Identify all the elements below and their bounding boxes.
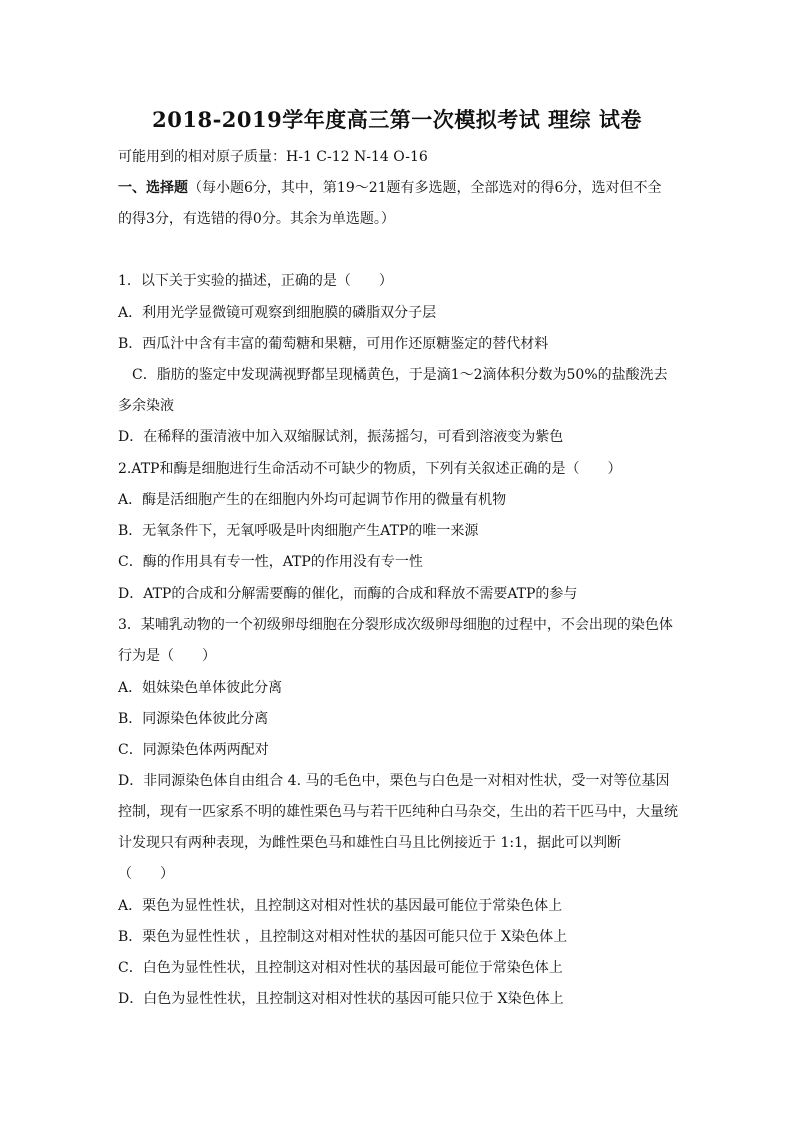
section-instructions-1: （每小题6分，其中，第19～21题有多选题，全部选对的得6分，选对但不全 (188, 180, 662, 196)
question-3-stem: 3．某哺乳动物的一个初级卵母细胞在分裂形成次级卵母细胞的过程中，不会出现的染色体 (118, 617, 673, 633)
question-1-option-c-cont: 多余染液 (118, 398, 174, 414)
question-4-option-b: B．栗色为显性性状 ，且控制这对相对性状的基因可能只位于 X染色体上 (118, 929, 568, 945)
question-3-option-a: A．姐妹染色单体彼此分离 (118, 680, 283, 696)
section-heading: 一、选择题 (118, 180, 188, 196)
section-header (118, 177, 661, 197)
question-4-option-a: A．栗色为显性性状，且控制这对相对性状的基因最可能位于常染色体上 (118, 898, 563, 914)
section-instructions-2: 的得3分，有选错的得0分。其余为单选题。） (118, 211, 395, 227)
question-2-option-a: A．酶是活细胞产生的在细胞内外均可起调节作用的微量有机物 (118, 492, 507, 508)
question-1-option-a: A．利用光学显微镜可观察到细胞膜的磷脂双分子层 (118, 305, 437, 321)
question-1-option-c: C．脂肪的鉴定中发现满视野都呈现橘黄色，于是滴1～2滴体积分数为50%的盐酸洗去 (132, 367, 668, 383)
exam-title: 2018-2019学年度高三第一次模拟考试 理综 试卷 (152, 107, 642, 132)
question-1-option-b: B．西瓜汁中含有丰富的葡萄糖和果糖，可用作还原糖鉴定的替代材料 (118, 336, 549, 352)
question-4-stem-line-2: 控制，现有一匹家系不明的雄性栗色马与若干匹纯种白马杂交，生出的若干匹马中，大量统 (118, 804, 678, 820)
question-2-stem: 2.ATP和酶是细胞进行生命活动不可缺少的物质，下列有关叙述正确的是（ ） (118, 461, 622, 477)
question-1-stem: 1．以下关于实验的描述，正确的是（ ） (118, 273, 393, 289)
question-3-stem-cont: 行为是（ ） (118, 648, 216, 664)
question-3-option-d: D．非同源染色体自由组合 4. 马的毛色中，栗色与白色是一对相对性状，受一对等位基因 (118, 773, 670, 789)
question-4-option-c: C．白色为显性性状，且控制这对相对性状的基因最可能位于常染色体上 (118, 960, 563, 976)
atomic-masses-note: 可能用到的相对原子质量：H-1 C-12 N-14 O-16 (118, 149, 428, 165)
question-3-option-b: B．同源染色体彼此分离 (118, 711, 269, 727)
question-2-option-b: B．无氧条件下，无氧呼吸是叶肉细胞产生ATP的唯一来源 (118, 523, 479, 539)
question-4-stem-line-4: （ ） (118, 866, 174, 882)
question-2-option-c: C．酶的作用具有专一性，ATP的作用没有专一性 (118, 554, 423, 570)
question-4-stem-line-3: 计发现只有两种表现，为雌性栗色马和雄性白马且比例接近于 1:1，据此可以判断 (118, 835, 621, 851)
question-3-option-c: C．同源染色体两两配对 (118, 742, 269, 758)
question-2-option-d: D．ATP的合成和分解需要酶的催化，而酶的合成和释放不需要ATP的参与 (118, 586, 578, 602)
question-4-option-d: D．白色为显性性状，且控制这对相对性状的基因可能只位于 X染色体上 (118, 991, 564, 1007)
question-1-option-d: D．在稀释的蛋清液中加入双缩脲试剂，振荡摇匀，可看到溶液变为紫色 (118, 429, 564, 445)
